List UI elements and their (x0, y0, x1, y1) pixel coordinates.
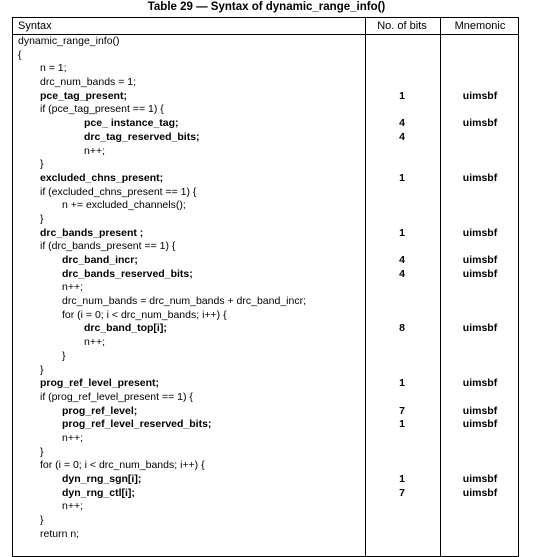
syntax-cell: n++; (62, 431, 84, 444)
bits-cell: 4 (399, 130, 405, 143)
table-row (13, 336, 518, 350)
syntax-cell: dyn_rng_ctl[i]; (62, 486, 135, 499)
bits-cell: 4 (399, 117, 405, 130)
syntax-cell: drc_tag_reserved_bits; (84, 130, 200, 143)
syntax-cell: } (40, 445, 44, 458)
bits-cell: 1 (399, 473, 405, 485)
bits-cell: 7 (399, 486, 405, 499)
header-syntax: Syntax (18, 20, 52, 32)
syntax-cell: if (excluded_chns_present == 1) { (40, 185, 197, 198)
syntax-cell: n++; (62, 500, 84, 513)
syntax-cell: } (40, 212, 44, 225)
mnemonic-cell: uimsbf (462, 89, 498, 102)
mnemonic-cell: uimsbf (462, 117, 498, 130)
table-row (13, 227, 518, 241)
table-row (13, 391, 518, 405)
syntax-cell: n++; (62, 281, 84, 294)
syntax-cell: for (i = 0; i < drc_num_bands; i++) { (40, 459, 205, 472)
table-row (13, 514, 518, 528)
syntax-cell: excluded_chns_present; (40, 171, 164, 184)
syntax-cell: pce_ instance_tag; (84, 117, 179, 130)
bits-cell: 4 (399, 254, 405, 266)
syntax-cell: prog_ref_level_present; (40, 377, 160, 390)
table-row (13, 62, 518, 76)
bits-cell: 4 (399, 267, 405, 280)
bits-cell: 1 (399, 377, 405, 390)
table-row (13, 446, 518, 460)
header-bits: No. of bits (377, 20, 427, 32)
syntax-cell: return n; (40, 527, 80, 540)
syntax-cell: } (40, 363, 44, 376)
mnemonic-cell: uimsbf (462, 226, 498, 239)
header-mnemonic: Mnemonic (454, 20, 506, 32)
table-row (13, 473, 518, 487)
table-row (13, 199, 518, 213)
syntax-cell: n++; (84, 336, 106, 349)
mnemonic-cell: uimsbf (462, 322, 498, 335)
bits-cell: 8 (399, 322, 405, 335)
syntax-cell: drc_bands_reserved_bits; (62, 267, 193, 280)
bits-cell: 1 (399, 418, 405, 431)
table-row (13, 405, 518, 419)
table-body (13, 35, 518, 541)
table-row (13, 350, 518, 364)
syntax-cell: n++; (84, 144, 106, 157)
mnemonic-cell: uimsbf (462, 267, 498, 280)
syntax-cell: if (prog_ref_level_present == 1) { (40, 390, 193, 403)
table-row (13, 487, 518, 501)
syntax-cell: { (18, 48, 22, 61)
syntax-table (12, 17, 519, 557)
mnemonic-cell: uimsbf (462, 404, 498, 417)
syntax-cell: n += excluded_channels(); (62, 199, 186, 212)
table-header (13, 18, 518, 35)
table-row (13, 186, 518, 200)
table-row (13, 49, 518, 63)
syntax-cell: } (40, 158, 44, 171)
table-row (13, 131, 518, 145)
table-row (13, 322, 518, 336)
syntax-cell: if (pce_tag_present == 1) { (40, 103, 164, 116)
bits-cell: 7 (399, 404, 405, 417)
table-row (13, 35, 518, 49)
syntax-cell: drc_band_incr; (62, 254, 138, 266)
syntax-cell: drc_num_bands = drc_num_bands + drc_band_incr; (62, 295, 306, 308)
mnemonic-cell: uimsbf (462, 171, 498, 184)
table-row (13, 295, 518, 309)
table-row (13, 240, 518, 254)
table-row (13, 103, 518, 117)
syntax-cell: prog_ref_level; (62, 404, 138, 417)
mnemonic-cell: uimsbf (462, 377, 498, 390)
mnemonic-cell: uimsbf (462, 486, 498, 499)
table-row (13, 309, 518, 323)
syntax-cell: } (40, 514, 44, 527)
syntax-cell: drc_bands_present ; (40, 226, 144, 239)
table-row (13, 459, 518, 473)
table-row (13, 281, 518, 295)
table-row (13, 528, 518, 542)
mnemonic-cell: uimsbf (462, 473, 498, 485)
table-row (13, 500, 518, 514)
table-row (13, 364, 518, 378)
syntax-cell: pce_tag_present; (40, 89, 127, 102)
syntax-cell: dyn_rng_sgn[i]; (62, 473, 142, 485)
table-row (13, 432, 518, 446)
syntax-cell: drc_num_bands = 1; (40, 76, 137, 89)
table-row (13, 418, 518, 432)
bits-cell: 1 (399, 89, 405, 102)
table-row (13, 254, 518, 268)
syntax-cell: dynamic_range_info() (18, 35, 120, 47)
syntax-cell: prog_ref_level_reserved_bits; (62, 418, 212, 431)
table-row (13, 158, 518, 172)
syntax-cell: } (62, 349, 66, 362)
table-row (13, 76, 518, 90)
table-caption: Table 29 — Syntax of dynamic_range_info() (147, 1, 386, 13)
syntax-cell: n = 1; (40, 62, 67, 75)
table-row (13, 117, 518, 131)
table-row (13, 145, 518, 159)
table-row (13, 213, 518, 227)
syntax-cell: drc_band_top[i]; (84, 322, 167, 335)
table-row (13, 172, 518, 186)
table-row (13, 268, 518, 282)
table-row (13, 377, 518, 391)
mnemonic-cell: uimsbf (462, 418, 498, 431)
syntax-cell: if (drc_bands_present == 1) { (40, 240, 176, 253)
syntax-cell: for (i = 0; i < drc_num_bands; i++) { (62, 308, 227, 321)
bits-cell: 1 (399, 226, 405, 239)
bits-cell: 1 (399, 171, 405, 184)
mnemonic-cell: uimsbf (462, 254, 498, 266)
table-row (13, 90, 518, 104)
